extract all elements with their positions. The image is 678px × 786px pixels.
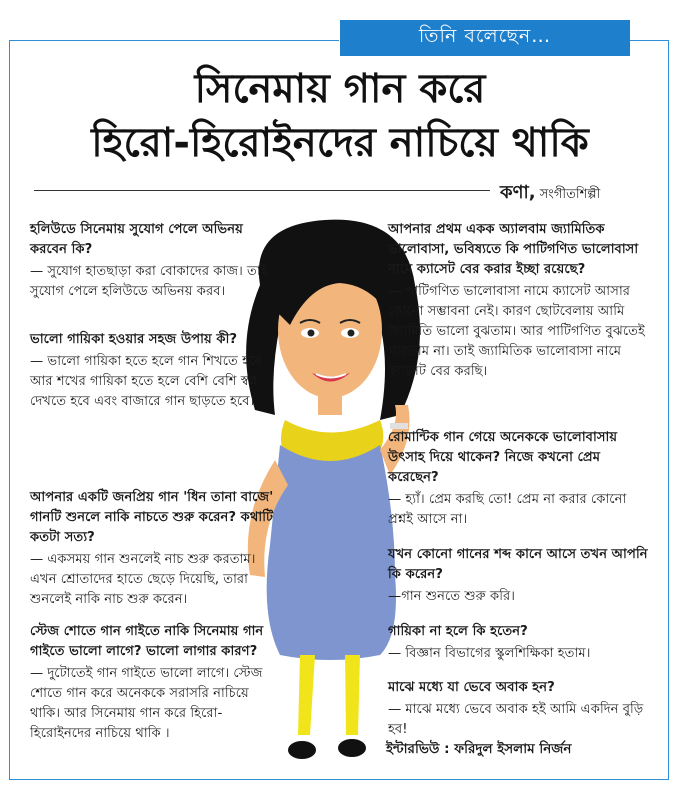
headline-line-2: হিরো-হিরোইনদের নাচিয়ে থাকি [91,120,589,166]
answer: — হ্যাঁ। প্রেম করছি তো! প্রেম না করার কোনো প্রশ্নই আসে না। [388,492,627,527]
section-tag: তিনি বলেছেন… [340,20,630,56]
question: আপনার প্রথম একক অ্যালবাম জ্যামিতিক ভালোবাসা, ভবিষ্যতে কি পাটিগণিত ভালোবাসা নামে ক্যাসেট বের করার ইচ্ছা রয়েছে? [388,222,639,277]
question: ভালো গায়িকা হওয়ার সহজ উপায় কী? [30,332,237,347]
qa-left-3 [30,488,280,610]
qa-right-4 [388,622,650,664]
byline-name: কণা, [500,182,536,203]
frame-top-rule-right [630,40,669,41]
qa-left-4 [30,622,280,744]
question: আপনার একটি জনপ্রিয় গান 'ধিন তানা বাজে' গানটি শুনলে নাকি নাচতে শুরু করেন? কথাটি কতটা সত্য? [30,490,274,545]
answer: —গান শুনতে শুরু করি। [388,589,515,604]
qa-left-1 [30,220,280,302]
byline-rule [34,190,490,191]
qa-right-2 [388,428,650,530]
headline [20,62,660,170]
question: রোমান্টিক গান গেয়ে অনেককে ভালোবাসায় উৎসাহ দিয়ে থাকেন? নিজে কখনো প্রেম করেছেন? [388,430,618,485]
answer: — দুটোতেই গান গাইতে ভালো লাগে। স্টেজ শোতে গান করে অনেককে সরাসরি নাচিয়ে থাকি। আর সিনেমায় গান করে হিরো-হিরোইনদের নাচিয়ে থাকি । [30,666,263,741]
answer: — সুযোগ হাতছাড়া করা বোকাদের কাজ। তাই সুযোগ পেলে হলিউডে অভিনয় করব। [30,264,268,299]
qa-right-5 [388,678,650,740]
answer: — বিজ্ঞান বিভাগের স্কুলশিক্ষিকা হতাম। [388,646,591,661]
headline-line-1: সিনেমায় গান করে [194,66,486,112]
question: গায়িকা না হলে কি হতেন? [388,624,528,639]
qa-right-1 [388,220,650,382]
frame-top-rule [9,40,339,41]
question: যখন কোনো গানের শব্দ কানে আসে তখন আপনি কি করেন? [388,547,648,582]
question: হলিউডে সিনেমায় সুযোগ পেলে অভিনয় করবেন কি? [30,222,243,257]
byline-role: সংগীতশিল্পী [539,187,601,202]
answer: — ভালো গায়িকা হতে হলে গান শিখতে হবে আর শখের গায়িকা হতে হলে বেশি বেশি স্বপ্ন দেখতে হবে এবং বাজারে গান ছাড়তে হবে। [30,354,262,409]
qa-right-3 [388,545,650,607]
answer: — পাটিগণিত ভালোবাসা নামে ক্যাসেট আসার কোনো সম্ভাবনা নেই। কারণ ছোটবেলায় আমি জ্যামিতি ভালো বুঝতাম। আর পাটিগণিত বুঝতেই পারতাম না। তাই জ্যামিতিক ভালোবাসা নামে ক্যাসেট বের করছি। [388,284,645,379]
answer: — মাঝে মধ্যে ভেবে অবাক হই আমি একদিন বুড়ি হব! [388,702,644,737]
interview-credit: ইন্টারভিউ : ফরিদুল ইসলাম নির্জন [386,741,572,757]
question: মাঝে মধ্যে যা ভেবে অবাক হন? [388,680,555,695]
byline [500,178,660,209]
qa-left-2 [30,330,280,412]
answer: — একসময় গান শুনলেই নাচ শুরু করতাম। এখন শ্রোতাদের হাতে ছেড়ে দিয়েছি, তারা শুনলেই নাকি নাচ শুরু করেন। [30,552,256,607]
question: স্টেজ শোতে গান গাইতে নাকি সিনেমায় গান গাইতে ভালো লাগে? ভালো লাগার কারণ? [30,624,264,659]
